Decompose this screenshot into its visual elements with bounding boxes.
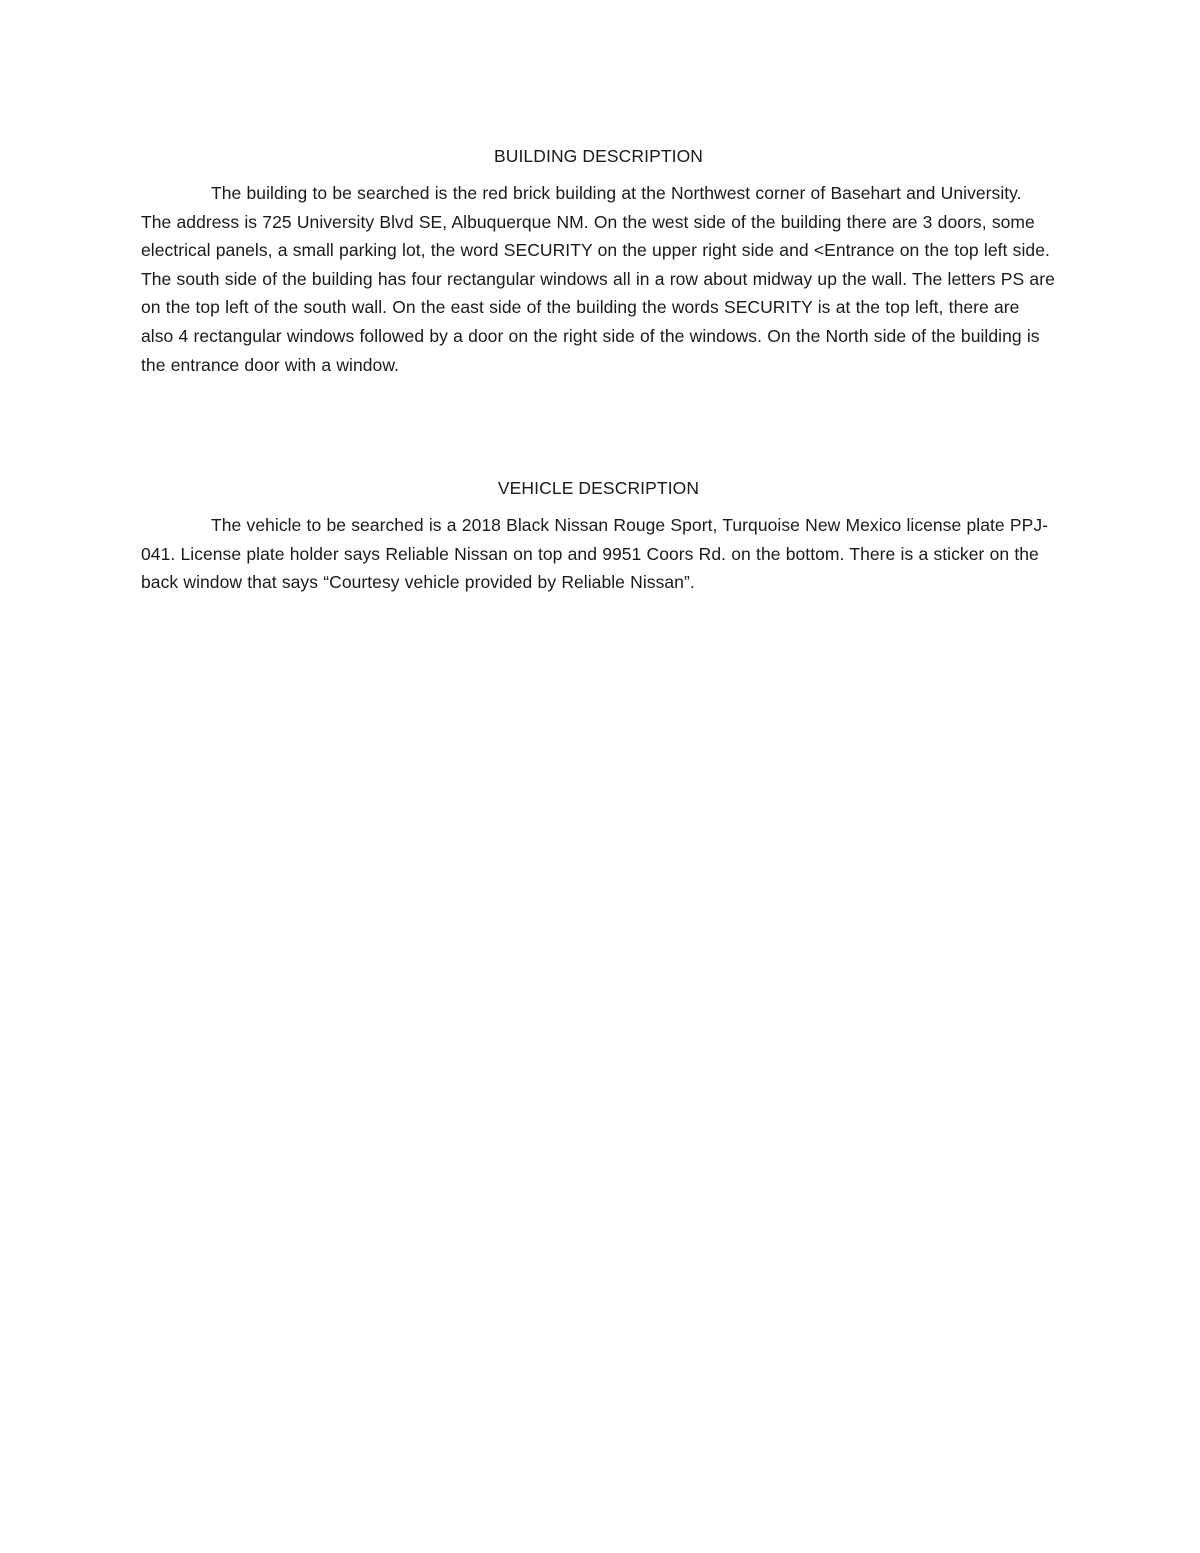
building-description-paragraph: The building to be searched is the red brick building at the Northwest corner of Basehart and University. The address is 725 University Blvd SE, Albuquerque NM. On the west side of the building there are 3 doors, some electrical panels, a small parking lot, the word SECURITY on the upper right side and <Entrance on the top left side. The south side of the building has four rectangular windows all in a row about midway up the wall. The letters PS are on the top left of the south wall. On the east side of the building the words SECURITY is at the top left, there are also 4 rectangular windows followed by a door on the right side of the windows. On the North side of the building is the entrance door with a window. — [141, 183, 1055, 375]
vehicle-description-paragraph: The vehicle to be searched is a 2018 Black Nissan Rouge Sport, Turquoise New Mexico license plate PPJ-041. License plate holder says Reliable Nissan on top and 9951 Coors Rd. on the bottom. There is a sticker on the back window that says “Courtesy vehicle provided by Reliable Nissan”. — [141, 515, 1049, 593]
vehicle-description-section — [141, 477, 1056, 597]
building-description-heading: BUILDING DESCRIPTION — [493, 146, 704, 166]
building-description-section — [141, 145, 1056, 379]
vehicle-description-heading: VEHICLE DESCRIPTION — [497, 478, 700, 498]
